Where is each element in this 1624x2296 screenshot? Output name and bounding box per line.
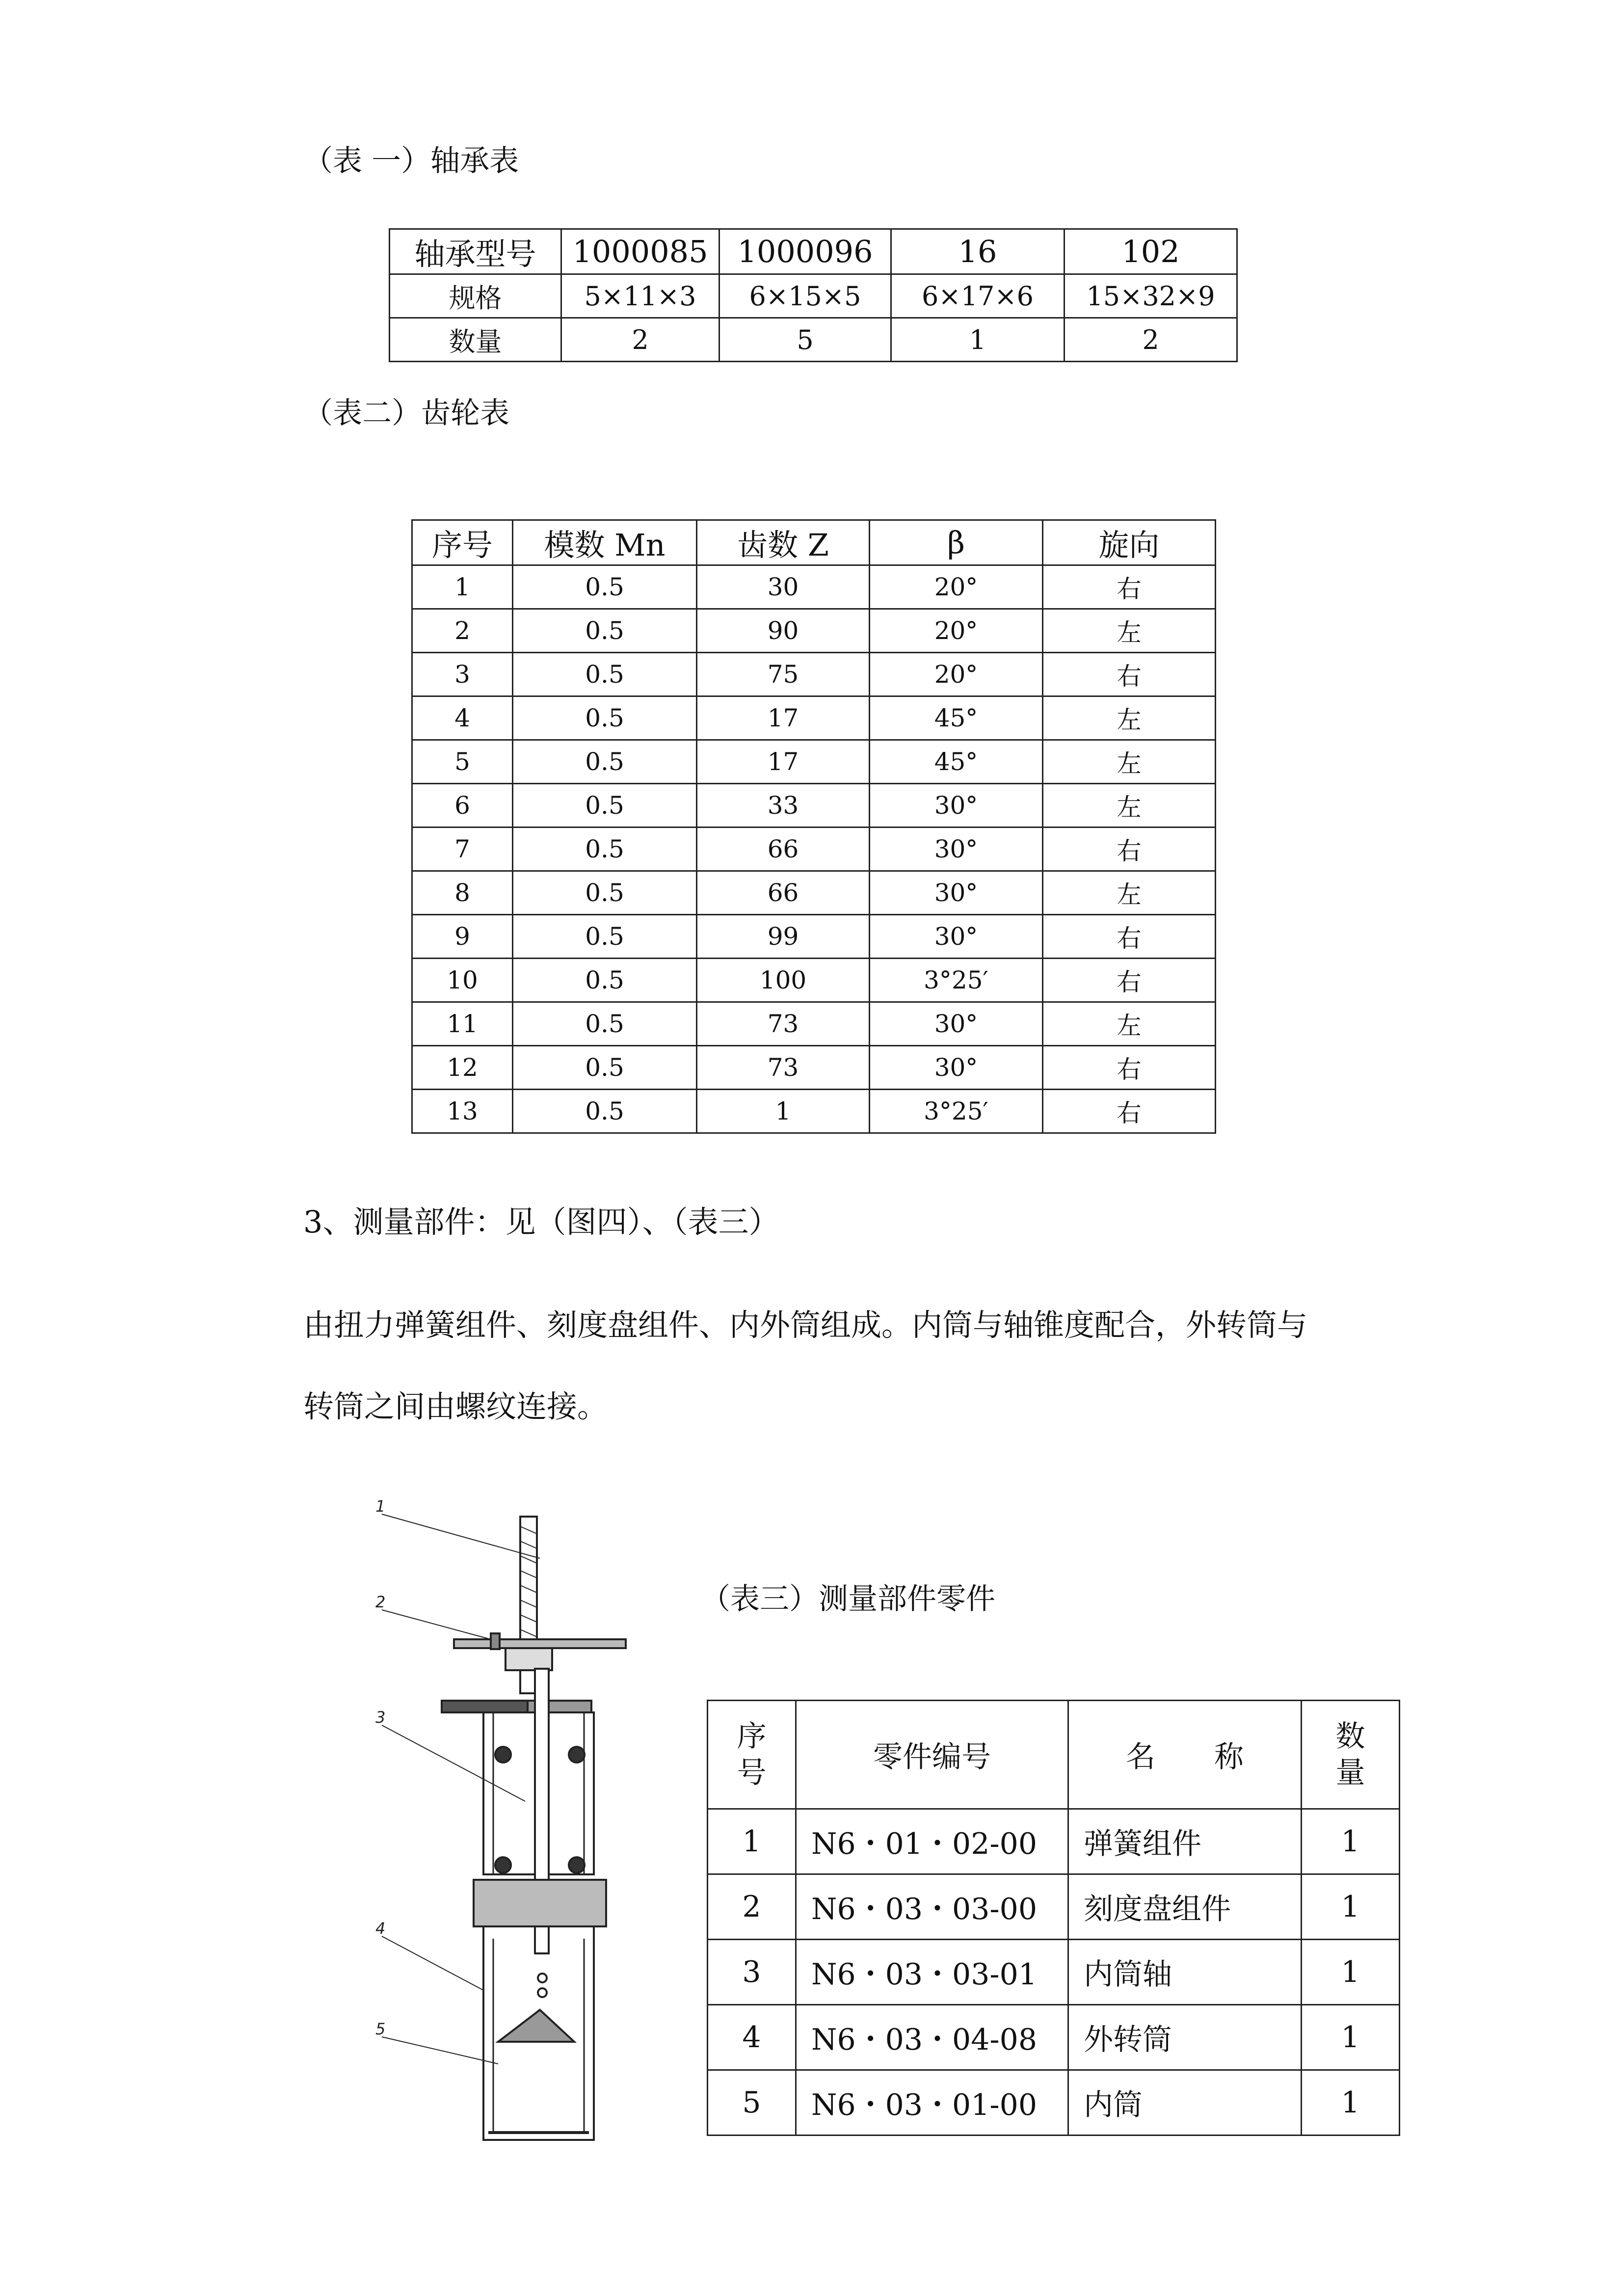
table-row [390,229,1237,274]
table-cell: N6・03・03-00 [796,1874,1068,1940]
table-cell: 0.5 [513,784,697,828]
table-cell: 75 [697,653,870,696]
table-cell: 1 [1302,1940,1400,2005]
table-cell: 30° [870,784,1043,828]
table-cell: 右 [1043,565,1216,609]
table-cell: 7 [412,828,513,871]
table-cell: 2 [561,318,719,362]
table-cell: 5 [412,740,513,784]
table-cell: 右 [1043,828,1216,871]
table-cell: 0.5 [513,653,697,696]
header-cell: 旋向 [1043,520,1216,565]
table-cell: 1 [1302,1809,1400,1874]
table-cell: 0.5 [513,1046,697,1090]
table-cell: 右 [1043,959,1216,1002]
table-cell: 0.5 [513,871,697,915]
table1-caption: （表 一）轴承表 [303,144,519,178]
bearing-table [389,228,1238,362]
table-cell: 右 [1043,915,1216,959]
table-row [390,274,1237,318]
table-cell: 0.5 [513,959,697,1002]
table-cell: 1 [1302,2005,1400,2070]
table-cell: 9 [412,915,513,959]
table-cell: 内筒 [1068,2070,1302,2136]
table-cell: N6・03・03-01 [796,1940,1068,2005]
table-cell: 轴承型号 [390,229,561,274]
table-cell: 1000085 [561,229,719,274]
figure-label: 2 [375,1593,386,1611]
table-cell: 内筒轴 [1068,1940,1302,2005]
table-cell: 3 [708,1940,796,2005]
header-text: 数 [1335,1719,1365,1754]
table-header-row [412,520,1216,565]
figure-label: 1 [375,1497,386,1516]
table-row [412,1002,1216,1046]
table-cell: 1000096 [719,229,891,274]
table-cell: 5 [719,318,891,362]
table-cell: 13 [412,1090,513,1133]
table-cell: 数量 [390,318,561,362]
table-cell: 0.5 [513,1002,697,1046]
table-cell: 外转筒 [1068,2005,1302,2070]
table-cell: 右 [1043,1090,1216,1133]
header-cell: 齿数 Z [697,520,870,565]
table-row [708,2005,1400,2070]
table-cell: N6・03・04-08 [796,2005,1068,2070]
header-text: 序 [737,1719,767,1754]
table-cell: 2 [708,1874,796,1940]
table-cell: 0.5 [513,609,697,653]
table-cell: 左 [1043,1002,1216,1046]
table-cell: 2 [1065,318,1237,362]
table-cell: 右 [1043,1046,1216,1090]
section-heading: 3、测量部件：见（图四）、（表三） [303,1204,779,1240]
table-cell: 左 [1043,740,1216,784]
measuring-parts-table [707,1700,1400,2136]
table-cell: 66 [697,871,870,915]
table-row [708,1874,1400,1940]
table3-caption: （表三）测量部件零件 [701,1582,995,1616]
table-row [412,915,1216,959]
header-cell-no [708,1701,796,1809]
table-cell: 1 [1302,1874,1400,1940]
table-cell: 左 [1043,871,1216,915]
table-cell: 90 [697,609,870,653]
table2-caption: （表二）齿轮表 [303,396,509,430]
table-row [412,653,1216,696]
paragraph-line: 由扭力弹簧组件、刻度盘组件、内外筒组成。内筒与轴锥度配合，外转筒与 [303,1307,1308,1343]
table-cell: 刻度盘组件 [1068,1874,1302,1940]
table-cell: 10 [412,959,513,1002]
table-cell: 15×32×9 [1065,274,1237,318]
table-cell: 12 [412,1046,513,1090]
table-cell: 6 [412,784,513,828]
table-row [390,318,1237,362]
header-cell: β [870,520,1043,565]
table-cell: 6×17×6 [891,274,1065,318]
table-header-row [708,1701,1400,1809]
table-cell: 17 [697,740,870,784]
table-cell: 33 [697,784,870,828]
table-row [412,959,1216,1002]
header-cell-name: 名 称 [1068,1701,1302,1809]
table-row [708,1809,1400,1874]
table-row [412,828,1216,871]
table-cell: N6・03・01-00 [796,2070,1068,2136]
table-cell: 20° [870,653,1043,696]
table-cell: 1 [697,1090,870,1133]
table-cell: 20° [870,609,1043,653]
table-cell: 30° [870,871,1043,915]
table-cell: 3°25′ [870,959,1043,1002]
header-text: 号 [737,1756,767,1790]
table-cell: 右 [1043,653,1216,696]
table-cell: 0.5 [513,740,697,784]
table-cell: 0.5 [513,696,697,740]
table-cell: 30 [697,565,870,609]
table-cell: 73 [697,1002,870,1046]
table-cell: 66 [697,828,870,871]
table-cell: 规格 [390,274,561,318]
table-cell: 102 [1065,229,1237,274]
gear-table [411,519,1216,1134]
table-row [412,740,1216,784]
table-cell: 45° [870,740,1043,784]
table-cell: 16 [891,229,1065,274]
table-cell: 3 [412,653,513,696]
paragraph-line: 转筒之间由螺纹连接。 [303,1388,608,1424]
table-cell: 30° [870,1002,1043,1046]
table-cell: 6×15×5 [719,274,891,318]
table-cell: 4 [412,696,513,740]
table-row [708,2070,1400,2136]
table-row [412,1090,1216,1133]
table-row [412,1046,1216,1090]
table-cell: 2 [412,609,513,653]
table-cell: 17 [697,696,870,740]
figure-label: 4 [375,1919,386,1938]
table-row [412,784,1216,828]
table-cell: 1 [412,565,513,609]
table-cell: 20° [870,565,1043,609]
measuring-part-drawing [353,1492,658,2160]
table-cell: 左 [1043,696,1216,740]
table-cell: 左 [1043,609,1216,653]
table-cell: 45° [870,696,1043,740]
table-row [412,565,1216,609]
header-cell-qty [1302,1701,1400,1809]
table-cell: 0.5 [513,828,697,871]
table-cell: 73 [697,1046,870,1090]
table-cell: 1 [708,1809,796,1874]
table-cell: 100 [697,959,870,1002]
table-row [412,696,1216,740]
figure-label: 5 [375,2020,386,2038]
header-cell-part-no: 零件编号 [796,1701,1068,1809]
table-cell: 8 [412,871,513,915]
table-cell: 左 [1043,784,1216,828]
table-cell: 0.5 [513,1090,697,1133]
table-row [412,871,1216,915]
table-cell: 1 [1302,2070,1400,2136]
table-cell: 0.5 [513,915,697,959]
table-cell: 4 [708,2005,796,2070]
table-cell: N6・01・02-00 [796,1809,1068,1874]
table-cell: 1 [891,318,1065,362]
table-cell: 11 [412,1002,513,1046]
header-text: 量 [1335,1756,1365,1790]
table-row [708,1940,1400,2005]
table-cell: 0.5 [513,565,697,609]
header-cell: 模数 Mn [513,520,697,565]
table-cell: 99 [697,915,870,959]
header-cell: 序号 [412,520,513,565]
table-cell: 30° [870,1046,1043,1090]
table-row [412,609,1216,653]
table-cell: 30° [870,828,1043,871]
table-cell: 弹簧组件 [1068,1809,1302,1874]
table-cell: 30° [870,915,1043,959]
table-cell: 5×11×3 [561,274,719,318]
table-cell: 5 [708,2070,796,2136]
table-cell: 3°25′ [870,1090,1043,1133]
figure-label: 3 [375,1708,386,1727]
